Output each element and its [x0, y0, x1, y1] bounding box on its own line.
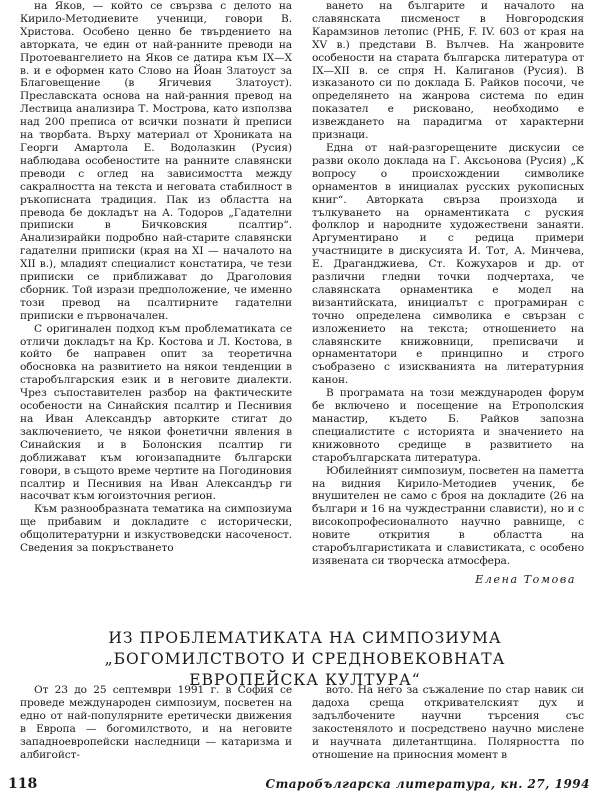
paragraph: на Яков, — който се свързва с делото на Кирило-Методиевите ученици, говори В. Христова. Особено ценно бе твърдението на авторката, че един от най-ранните преводи на Протоевангелието на Яков се датира към IX—X в. и е оформен като Слово на Йоан Златоуст за Благовещение (в Ягичевия Златоуст). Преславската основа на най-ранния превод на Лествица анализира Т. Мострова, като използва над 200 преписа от всички познати ѝ преписи на творбата. Върху материал от Хрониката на Георги Амартола Е. Водолазкин (Русия) наблюдава особеностите на ранните славянски преводи с оглед на зависимостта между сакралността на текста и неговата стабилност в ръкописната традиция. Пак из областта на преводa бе докладът на А. Тодоров „Гадателни приписки в Бичковския псалтир“. Анализирайки подробно най-старите славянски гадателни приписки (края на XI — началото на XII в.), младият специалист констатира, че тези приписки се приближават до Драголовия сборник. Той изрази предположение, че именно този превод на псалтирните гадателни приписки е първоначален.	[20, 0, 292, 322]
author-signature: Елена Томова	[475, 573, 576, 586]
page-footer	[0, 776, 600, 796]
paragraph: Към разнообразната тематика на симпозиума ще прибавим и докладите с исторически, общолитературни и изкуствоведски насоченост. Сведения за покръстването	[20, 503, 292, 555]
right-column	[312, 684, 584, 761]
article-title: ИЗ ПРОБЛЕМАТИКАТА НА СИМПОЗИУМА „БОГОМИЛСТВОТО И СРЕДНОВЕКОВНАТА ЕВРОПЕЙСКА КУЛТУРА“	[104, 629, 506, 689]
paragraph: С оригинален подход към проблематиката се отличи докладът на Кр. Костова и Л. Костова, в който бе направен опит за теоретична обосновка на развитието на някои тенденции в старобългарския език и в неговите диалекти. Чрез съпоставителен разбор на фактическите особености на Синайския псалтир и Песнивия на Иван Александър авторките стигат до заключението, че някои фонетични явления в Синайския и в Болонския псалтир ги доближават към югоизападните български говори, в същото време чертите на Погодиновия псалтир и Песнивия на Иван Александър ги насочват към югоизточния регион.	[20, 322, 292, 503]
paragraph: В програмата на този международен форум бе включено и посещение на Етрополския манастир, където Б. Райков запозна специалистите с историята и значението на книжовното средище в развитието на старобългарската литература.	[312, 387, 584, 464]
paragraph: ването на българите и началото на славянската писменост в Новгородския Карамзинов летопис (РНБ, F. IV. 603 от края на XV в.) представи В. Вълчев. На жанровите особености на старата българска литература от IX—XII в. се спря Н. Калиганов (Русия). В изказаното си по доклада Б. Райков посочи, че определянето на жанрова система по един показател е рисковано, необходимо е извеждането на парадигма от характерни признаци.	[312, 0, 584, 142]
left-column	[20, 684, 292, 761]
paragraph: Юбилейният симпозиум, посветен на паметта на видния Кирило-Методиев ученик, бе внушителен не само с броя на докладите (26 на българи и 16 на чуждестранни слависти), но и с високопрофесионалното научно равнище, с новите открития в областта на старобългаристиката и славистиката, с особено изявената си творческа атмосфера.	[312, 464, 584, 567]
right-column	[312, 0, 584, 568]
journal-name: Старобългарска литература, кн. 27, 1994	[265, 777, 590, 791]
page-number: 118	[8, 776, 38, 792]
article-continuation	[20, 0, 586, 600]
new-article-body	[20, 684, 586, 774]
left-column	[20, 0, 292, 555]
paragraph: От 23 до 25 септември 1991 г. в София се проведе международен симпозиум, посветен на едно от най-популярните еретически движения в Европа — богомилството, и на неговите западноевропейски наследници — катаризма и албигойст-	[20, 684, 292, 761]
paragraph: вото. На него за съжаление по стар навик си дадоха среща откривателският дух и задълбочените научни търсения със закостенялото и посредствено научно мислене и научната дилетантщина. Полярността по отношение на приносния момент в	[312, 684, 584, 761]
paragraph: Една от най-разгорещените дискусии се разви около доклада на Г. Аксьонова (Русия) „К вопросу о происхождении символике орнаментов в инициалах русских рукописных книг“. Авторката свърза произхода и тълкуването на орнаментиката с руския фолклор и народните художествени занаяти. Аргументирано и с редица примери участниците в дискусията И. Тот, А. Минчева, Е. Драганджиева, Ст. Кожухаров и др. от различни гледни точки подчертаха, че славянската орнаментика е модел на византийската, инициалът с програмиран с точно определена символика е свързан с изложението на текста; отношението на славянските книжовници, преписвачи и орнаментатори е принципно и строго съобразено с изискванията на литературния канон.	[312, 141, 584, 387]
